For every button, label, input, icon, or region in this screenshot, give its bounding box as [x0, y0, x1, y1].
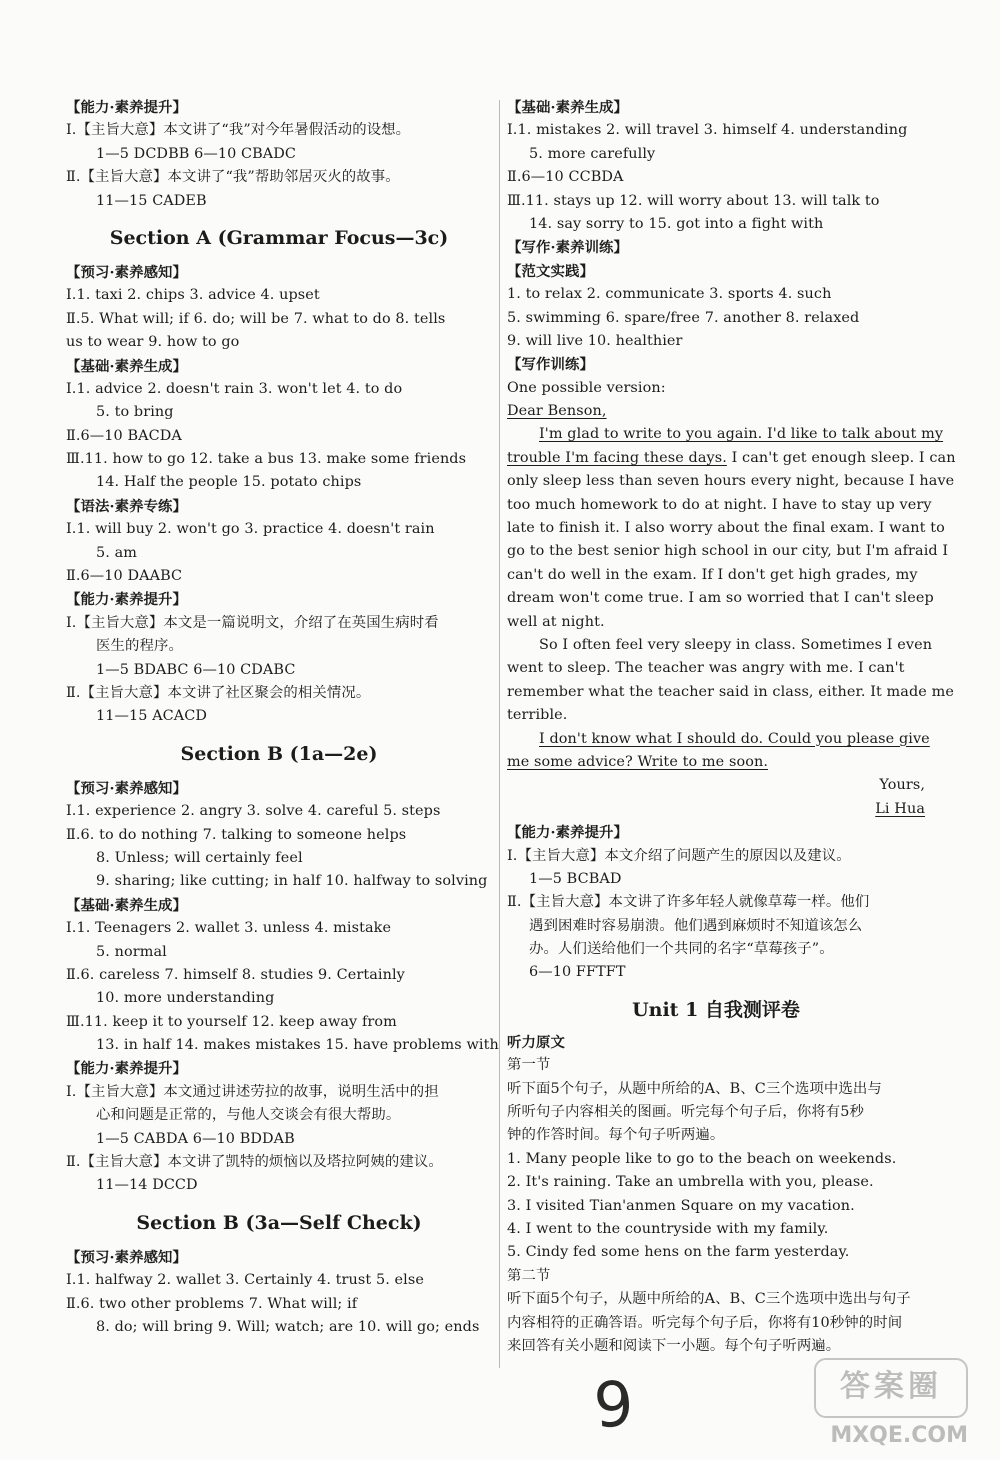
answer-line: dream won't come true. I am so worried that I can't sleep [507, 590, 934, 607]
answer-line: too much homework to do at night. I have to stay up very [507, 496, 932, 513]
section-heading: Section B (3a—Self Check) [136, 1211, 422, 1234]
answer-line: Ⅲ.11. how to go 12. take a bus 13. make some friends [66, 451, 467, 468]
answer-line: 1—5 BCBAD [529, 870, 622, 887]
answer-line: 第一节 [507, 1057, 551, 1074]
answer-line: Ⅰ.1. halfway 2. wallet 3. Certainly 4. trust 5. else [66, 1272, 424, 1289]
answer-line: 听下面5个句子，从题中所给的A、B、C三个选项中选出与句子 [507, 1291, 911, 1308]
answer-line: 1—5 CABDA 6—10 BDDAB [96, 1130, 295, 1147]
plain-text: I can't get enough sleep. I can [726, 449, 956, 466]
answer-line: 8. Unless; will certainly feel [96, 849, 303, 866]
section-label: 【能力·素养提升】 [507, 824, 629, 842]
section-label: 【写作·素养训练】 [507, 239, 629, 257]
answer-line: 心和问题是正常的，与他人交谈会有很大帮助。 [96, 1107, 401, 1124]
answer-line: 所听句子内容相关的图画。听完每个句子后，你将有5秒 [507, 1104, 865, 1121]
answer-line: Ⅱ.【主旨大意】本文讲了凯特的烦恼以及塔拉阿姨的建议。 [66, 1154, 443, 1171]
unit-heading: Unit 1 自我测评卷 [632, 998, 800, 1021]
answer-line: Ⅱ.6. two other problems 7. What will; if [66, 1295, 358, 1312]
answer-line: Ⅰ.【主旨大意】本文通过讲述劳拉的故事，说明生活中的担 [66, 1083, 439, 1100]
answer-line: 5. Cindy fed some hens on the farm yesterday. [507, 1244, 850, 1261]
answer-line: 5. normal [96, 943, 167, 960]
answer-line: 5. more carefully [529, 145, 656, 162]
answer-line: 内容相符的正确答语。听完每个句子后，你将有10秒钟的时间 [507, 1314, 903, 1331]
right-column [507, 96, 956, 1358]
answer-line: 钟的作答时间。每个句子听两遍。 [507, 1127, 725, 1144]
answer-line: 14. say sorry to 15. got into a fight with [529, 215, 824, 232]
answer-line: Ⅰ.【主旨大意】本文讲了“我”对今年暑假活动的设想。 [66, 122, 411, 139]
answer-line: 来回答有关小题和阅读下一小题。每个句子听两遍。 [507, 1337, 841, 1354]
answer-line: 1. Many people like to go to the beach on weekends. [507, 1150, 897, 1167]
answer-line: 10. more understanding [96, 990, 275, 1007]
left-column [66, 96, 499, 1339]
answer-line: 11—15 ACACD [96, 708, 208, 725]
underlined-text: Dear Benson, [507, 403, 607, 420]
column-divider [499, 100, 500, 1368]
answer-line: Ⅰ.1. mistakes 2. will travel 3. himself 4. understanding [507, 122, 908, 139]
essay-line [507, 751, 925, 774]
answer-line: 遇到困难时容易崩溃。他们遇到麻烦时不知道该怎么 [529, 917, 863, 934]
answer-line: Ⅱ.6—10 BACDA [66, 427, 182, 444]
page-number: 9 [591, 1366, 636, 1443]
underlined-text: I don't know what I should do. Could you please give [539, 730, 930, 747]
answer-line: went to sleep. The teacher was angry with me. I can't [507, 660, 905, 677]
watermark-logo: 答案圈 [814, 1358, 968, 1418]
underlined-text: Li Hua [875, 800, 925, 817]
answer-line: 1—5 DCDBB 6—10 CBADC [96, 145, 297, 162]
answer-line: late to finish it. I also worry about the final exam. I want to [507, 520, 945, 537]
answer-line: only sleep less than seven hours every night, because I have [507, 473, 955, 490]
answer-line: Ⅱ.5. What will; if 6. do; will be 7. what to do 8. tells [66, 310, 446, 327]
answer-line: 5. swimming 6. spare/free 7. another 8. relaxed [507, 309, 860, 326]
answer-line: can't do well in the exam. If I don't get high grades, my [507, 566, 918, 583]
letter-signature [507, 798, 925, 821]
section-label: 【预习·素养感知】 [66, 263, 188, 281]
essay-line [507, 423, 944, 446]
answer-line: 8. do; will bring 9. Will; watch; are 10. will go; ends [96, 1318, 480, 1335]
answer-line: Ⅱ.6—10 DAABC [66, 568, 183, 585]
section-label: 听力原文 [507, 1033, 565, 1051]
answer-line: us to wear 9. how to go [66, 334, 240, 351]
section-label: 【预习·素养感知】 [66, 779, 188, 797]
answer-line: 听下面5个句子，从题中所给的A、B、C三个选项中选出与 [507, 1080, 882, 1097]
section-heading: Section B (1a—2e) [180, 742, 378, 765]
section-label: 【基础·素养生成】 [66, 357, 188, 375]
answer-line: Ⅰ.1. experience 2. angry 3. solve 4. careful 5. steps [66, 803, 441, 820]
section-label: 【能力·素养提升】 [66, 99, 188, 116]
answer-line: Ⅱ.6—10 CCBDA [507, 169, 624, 186]
underlined-text: me some advice? Write to me soon. [507, 753, 769, 770]
answer-line: well at night. [507, 613, 605, 630]
section-label: 【基础·素养生成】 [507, 99, 629, 116]
section-label: 【写作训练】 [507, 356, 594, 374]
answer-line: 办。人们送给他们一个共同的名字“草莓孩子”。 [529, 941, 834, 958]
answer-line: 3. I visited Tian'anmen Square on my vacation. [507, 1197, 855, 1214]
section-label: 【语法·素养专练】 [66, 497, 188, 515]
answer-line: Ⅱ.6. careless 7. himself 8. studies 9. Certainly [66, 966, 405, 983]
essay-line [507, 447, 956, 470]
answer-line: Ⅰ.【主旨大意】本文介绍了问题产生的原因以及建议。 [507, 847, 851, 864]
section-label: 【范文实践】 [507, 262, 594, 280]
answer-line: 9. will live 10. healthier [507, 332, 683, 349]
answer-line: 11—15 CADEB [96, 192, 207, 209]
answer-line: 5. am [96, 544, 138, 561]
answer-line: Ⅲ.11. stays up 12. will worry about 13. will talk to [507, 192, 880, 209]
answer-line: terrible. [507, 707, 568, 724]
answer-line: 第二节 [507, 1267, 551, 1284]
answer-line: remember what the teacher said in class, either. It made me [507, 683, 954, 700]
answer-line: Ⅰ.【主旨大意】本文是一篇说明文，介绍了在英国生病时看 [66, 614, 439, 631]
answer-line: Ⅱ.【主旨大意】本文讲了许多年轻人就像草莓一样。他们 [507, 894, 870, 911]
essay-line [507, 728, 930, 751]
answer-line: 医生的程序。 [96, 638, 183, 655]
answer-line: 5. to bring [96, 404, 174, 421]
section-label: 【能力·素养提升】 [66, 591, 188, 609]
answer-line: 14. Half the people 15. potato chips [96, 474, 362, 491]
answer-line: 9. sharing; like cutting; in half 10. halfway to solving [96, 873, 488, 890]
watermark [814, 1358, 974, 1448]
answer-line: Ⅰ.1. taxi 2. chips 3. advice 4. upset [66, 287, 320, 304]
answer-line: Ⅱ.【主旨大意】本文讲了社区聚会的相关情况。 [66, 684, 371, 701]
answer-line: 4. I went to the countryside with my family. [507, 1220, 829, 1237]
answer-line: 11—14 DCCD [96, 1177, 198, 1194]
letter-closing: Yours, [879, 777, 925, 794]
section-label: 【能力·素养提升】 [66, 1060, 188, 1078]
answer-line: Ⅰ.1. will buy 2. won't go 3. practice 4. doesn't rain [66, 521, 435, 538]
answer-line: go to the best senior high school in our city, but I'm afraid I [507, 543, 949, 560]
section-label: 【预习·素养感知】 [66, 1248, 188, 1266]
answer-line: 1. to relax 2. communicate 3. sports 4. such [507, 286, 832, 303]
answer-line: Ⅱ.【主旨大意】本文讲了“我”帮助邻居灭火的故事。 [66, 169, 400, 186]
answer-line: 6—10 FFTFT [529, 964, 626, 981]
essay-line: So I often feel very sleepy in class. Sometimes I even [539, 636, 933, 653]
answer-line: 13. in half 14. makes mistakes 15. have problems with [96, 1037, 499, 1054]
answer-line: Ⅰ.1. advice 2. doesn't rain 3. won't let 4. to do [66, 380, 403, 397]
section-heading: Section A (Grammar Focus—3c) [109, 226, 449, 249]
answer-line: Ⅱ.6. to do nothing 7. talking to someone helps [66, 826, 407, 843]
answer-line: 1—5 BDABC 6—10 CDABC [96, 661, 296, 678]
answer-line: One possible version: [507, 379, 666, 396]
answer-line: Ⅲ.11. keep it to yourself 12. keep away from [66, 1013, 397, 1030]
underlined-text: trouble I'm facing these days. [507, 449, 727, 466]
section-label: 【基础·素养生成】 [66, 896, 188, 914]
answer-line: 2. It's raining. Take an umbrella with you, please. [507, 1174, 874, 1191]
essay-line [507, 400, 925, 423]
underlined-text: I'm glad to write to you again. I'd like to talk about my [539, 426, 944, 443]
watermark-url: MXQE.COM [830, 1423, 968, 1448]
answer-line: Ⅰ.1. Teenagers 2. wallet 3. unless 4. mistake [66, 920, 392, 937]
